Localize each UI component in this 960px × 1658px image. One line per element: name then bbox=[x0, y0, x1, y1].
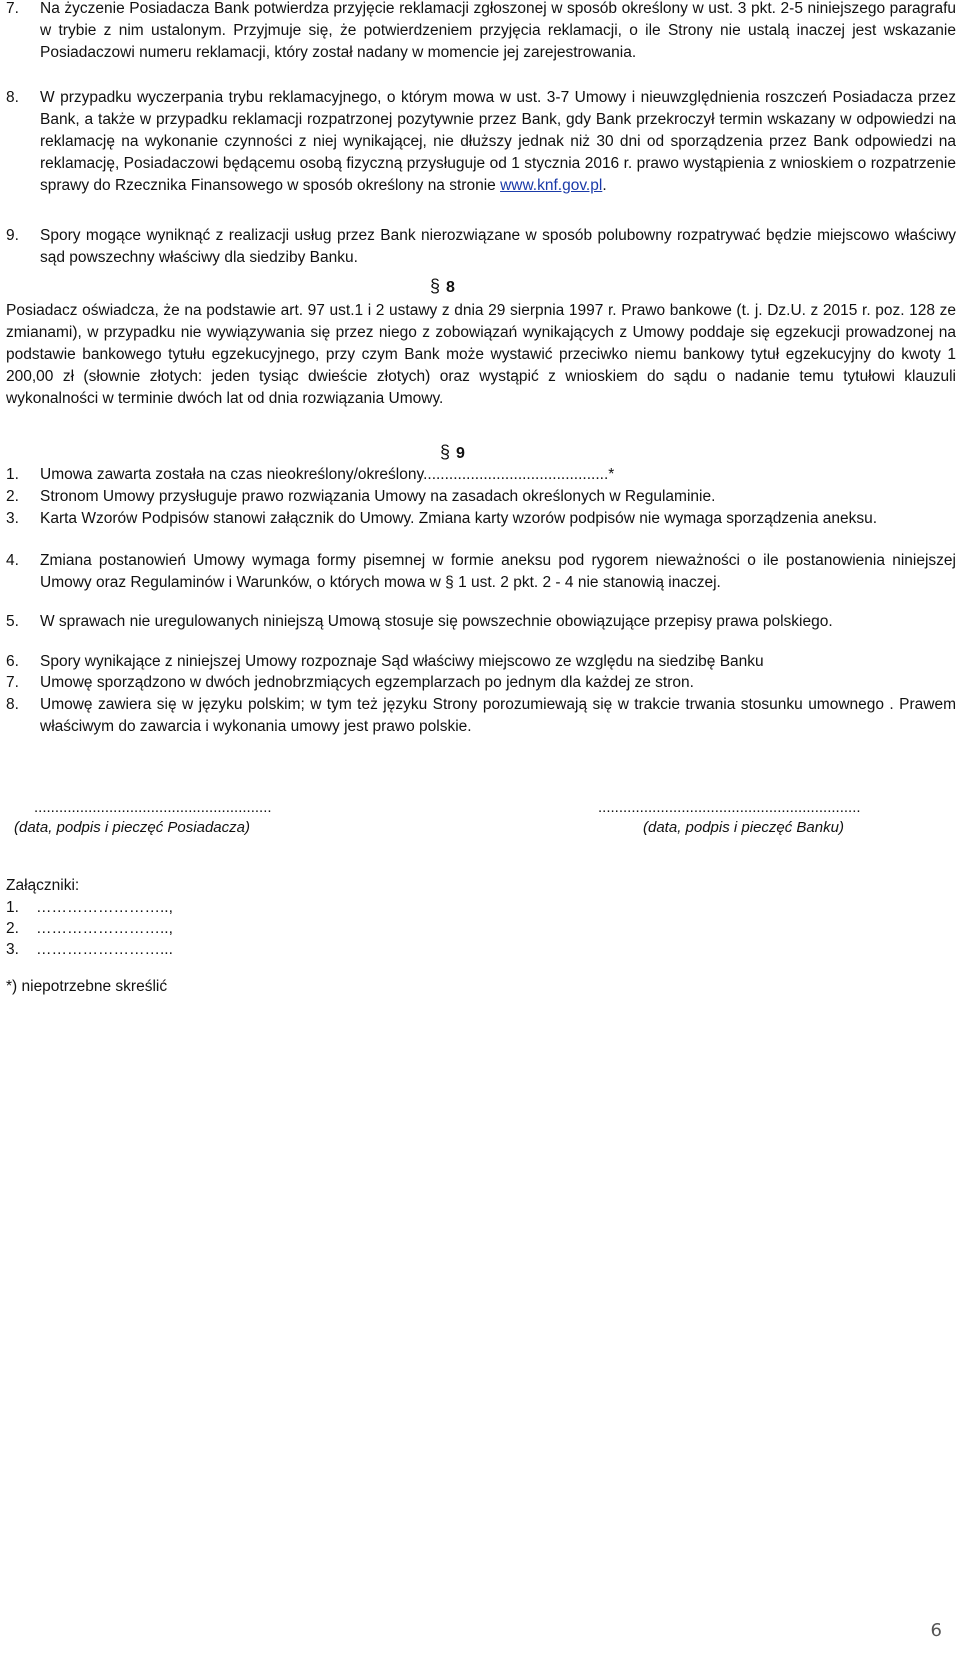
list-text-body: W przypadku wyczerpania trybu reklamacyjnego, o którym mowa w ust. 3-7 Umowy i nieuwzględnienia roszczeń Posiadacza przez Bank, a także w przypadku reklamacji rozpatrzonej pozytywnie przez Bank, gdy Bank przekroczył termin wskazany w odpowiedzi na reklamację na wykonanie czynności z niej wynikającej, nie dłuższy jednak niż 30 dni od sporządzenia przez Bank odpowiedzi na reklamację, Posiadaczowi będącemu osobą fizyczną przysługuje od 1 stycznia 2016 r. prawo wystąpienia z wnioskiem o rozpatrzenie sprawy do Rzecznika Finansowego w sposób określony na stronie bbox=[40, 89, 956, 194]
list-text bbox=[40, 87, 956, 197]
list-number: 8. bbox=[6, 89, 19, 106]
section-mark: § bbox=[430, 276, 441, 296]
list-text-end: . bbox=[602, 177, 607, 194]
attachment-number: 1. bbox=[6, 899, 19, 916]
list-text: Karta Wzorów Podpisów stanowi załącznik do Umowy. Zmiana karty wzorów podpisów nie wymaga sporządzenia aneksu. bbox=[40, 510, 878, 527]
attachment-number: 2. bbox=[6, 920, 19, 937]
s9-item-7 bbox=[6, 672, 956, 694]
list-number: 6. bbox=[6, 653, 19, 670]
s9-item-5 bbox=[6, 611, 956, 633]
list-number: 7. bbox=[6, 674, 19, 691]
footnote: *) niepotrzebne skreślić bbox=[6, 978, 168, 995]
list-text: Umowę sporządzono w dwóch jednobrzmiących egzemplarzach po jednym dla każdej ze stron. bbox=[40, 674, 694, 691]
attachment-blank: …………………….., bbox=[36, 920, 173, 937]
list-text: Spory mogące wyniknąć z realizacji usług przez Bank nierozwiązane w sposób polubowny rozpatrywać będzie miejscowo właściwy sąd powszechny właściwy dla siedziby Banku. bbox=[40, 227, 956, 266]
list-text: W sprawach nie uregulowanych niniejszą Umową stosuje się powszechnie obowiązujące przepisy prawa polskiego. bbox=[40, 613, 833, 630]
knf-link[interactable]: www.knf.gov.pl bbox=[500, 177, 603, 194]
list-text: Stronom Umowy przysługuje prawo rozwiązania Umowy na zasadach określonych w Regulaminie. bbox=[40, 488, 716, 505]
attachment-blank: …………………….., bbox=[36, 899, 173, 916]
signature-line-left: ......................................................... bbox=[34, 799, 272, 816]
list-item-8 bbox=[6, 87, 956, 197]
section-8-paragraph: Posiadacz oświadcza, że na podstawie art. 97 ust.1 i 2 ustawy z dnia 29 sierpnia 1997 r. Prawo bankowe (t. j. Dz.U. z 2015 r. poz. 128 ze zmianami), w przypadku nie wywiązywania się przez niego z zobowiązań wynikających z Umowy poddaje się egzekucji prowadzonej na podstawie bankowego tytułu egzekucyjnego, przy czym Bank może wystawić przeciwko niemu bankowy tytuł egzekucyjny do kwoty 1 200,00 zł (słownie złotych: jeden tysiąc dwieście złotych) oraz wystąpić z wnioskiem do sądu o nadanie temu tytułowi klauzuli wykonalności w terminie dwóch lat od dnia rozwiązania Umowy. bbox=[6, 302, 956, 407]
section-number: 8 bbox=[446, 279, 455, 296]
section-9-heading bbox=[440, 441, 465, 465]
attachment-line-1 bbox=[6, 897, 306, 919]
signature-label-left: (data, podpis i pieczęć Posiadacza) bbox=[14, 819, 250, 836]
signature-line-right: ............................................................... bbox=[598, 799, 861, 816]
list-text: Umowę zawiera się w języku polskim; w tym też języku Strony porozumiewają się w trakcie trwania stosunku umownego . Prawem właściwym do zawarcia i wykonania umowy jest prawo polskie. bbox=[40, 696, 956, 735]
s9-item-1 bbox=[6, 464, 956, 486]
list-number: 9. bbox=[6, 227, 19, 244]
list-number: 8. bbox=[6, 696, 19, 713]
attachment-blank: ……………………... bbox=[36, 941, 173, 958]
list-number: 5. bbox=[6, 613, 19, 630]
list-number: 1. bbox=[6, 466, 19, 483]
page-number: 6 bbox=[930, 1620, 942, 1641]
list-number: 2. bbox=[6, 488, 19, 505]
s9-item-2 bbox=[6, 486, 956, 508]
section-8-heading bbox=[430, 275, 455, 299]
list-text: Na życzenie Posiadacza Bank potwierdza przyjęcie reklamacji zgłoszonej w sposób określony w ust. 3 pkt. 2-5 niniejszego paragrafu w trybie z nim ustalonym. Przyjmuje się, że potwierdzeniem przyjęcia reklamacji, o ile Strony nie ustalą inaczej jest wskazanie Posiadaczowi numeru reklamacji, który został nadany w momencie jej zarejestrowania. bbox=[40, 0, 956, 61]
attachment-number: 3. bbox=[6, 941, 19, 958]
list-item-9 bbox=[6, 225, 956, 269]
attachment-line-3 bbox=[6, 939, 306, 961]
list-text: Umowa zawarta została na czas nieokreślony/określony...........................................* bbox=[40, 466, 615, 483]
attachments-title: Załączniki: bbox=[6, 877, 80, 894]
list-text: Spory wynikające z niniejszej Umowy rozpoznaje Sąd właściwy miejscowo ze względu na siedzibę Banku bbox=[40, 653, 764, 670]
list-number: 7. bbox=[6, 0, 19, 17]
section-mark: § bbox=[440, 442, 451, 462]
list-text: Zmiana postanowień Umowy wymaga formy pisemnej w formie aneksu pod rygorem nieważności o ile postanowienia niniejszej Umowy oraz Regulaminów i Warunków, o których mowa w § 1 ust. 2 pkt. 2 - 4 nie stanowią inaczej. bbox=[40, 552, 956, 591]
list-item-7 bbox=[6, 0, 956, 64]
s9-item-3 bbox=[6, 508, 956, 530]
s9-item-4 bbox=[6, 550, 956, 594]
list-number: 4. bbox=[6, 552, 19, 569]
attachment-line-2 bbox=[6, 918, 306, 940]
s9-item-6 bbox=[6, 651, 956, 673]
signature-label-right: (data, podpis i pieczęć Banku) bbox=[643, 819, 844, 836]
section-number: 9 bbox=[456, 445, 465, 462]
s9-item-8 bbox=[6, 694, 956, 738]
list-number: 3. bbox=[6, 510, 19, 527]
